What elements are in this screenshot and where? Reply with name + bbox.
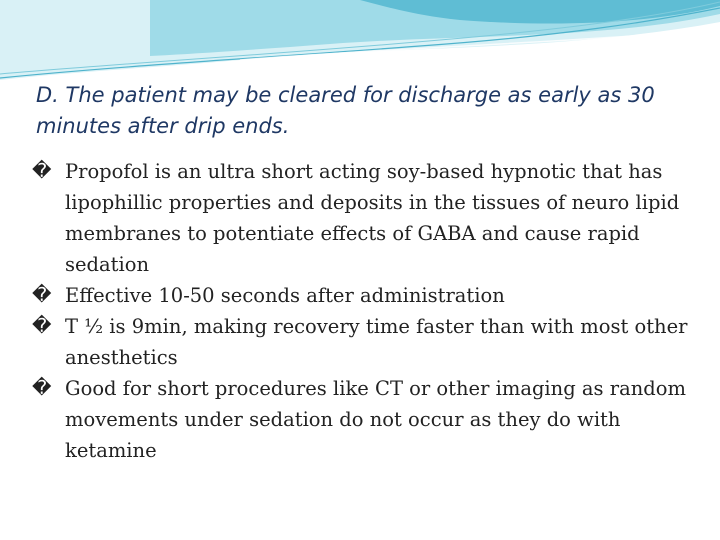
bullet-item-onset: [32, 280, 692, 311]
bullet-item-propofol: [32, 156, 692, 280]
bullet-marker-icon: �: [32, 377, 52, 399]
bullet-marker-icon: �: [32, 284, 52, 306]
bullet-item-procedures: [32, 373, 692, 466]
bullet-text: Effective 10-50 seconds after administration: [65, 284, 505, 307]
bullet-item-half-life: [32, 311, 692, 373]
bullet-marker-icon: �: [32, 160, 52, 182]
header-wave-decoration: [0, 0, 720, 90]
bullet-list: [32, 156, 692, 466]
bullet-marker-icon: �: [32, 315, 52, 337]
slide-heading: D. The patient may be cleared for discharge as early as 30 minutes after drip ends.: [36, 83, 655, 138]
bullet-text: T ½ is 9min, making recovery time faster than with most other anesthetics: [65, 315, 688, 369]
bullet-text: Propofol is an ultra short acting soy-based hypnotic that has lipophillic properties and deposits in the tissues of neuro lipid membranes to potentiate effects of GABA and cause rapid sedation: [65, 160, 680, 276]
bullet-text: Good for short procedures like CT or other imaging as random movements under sedation do not occur as they do with ketamine: [65, 377, 686, 462]
